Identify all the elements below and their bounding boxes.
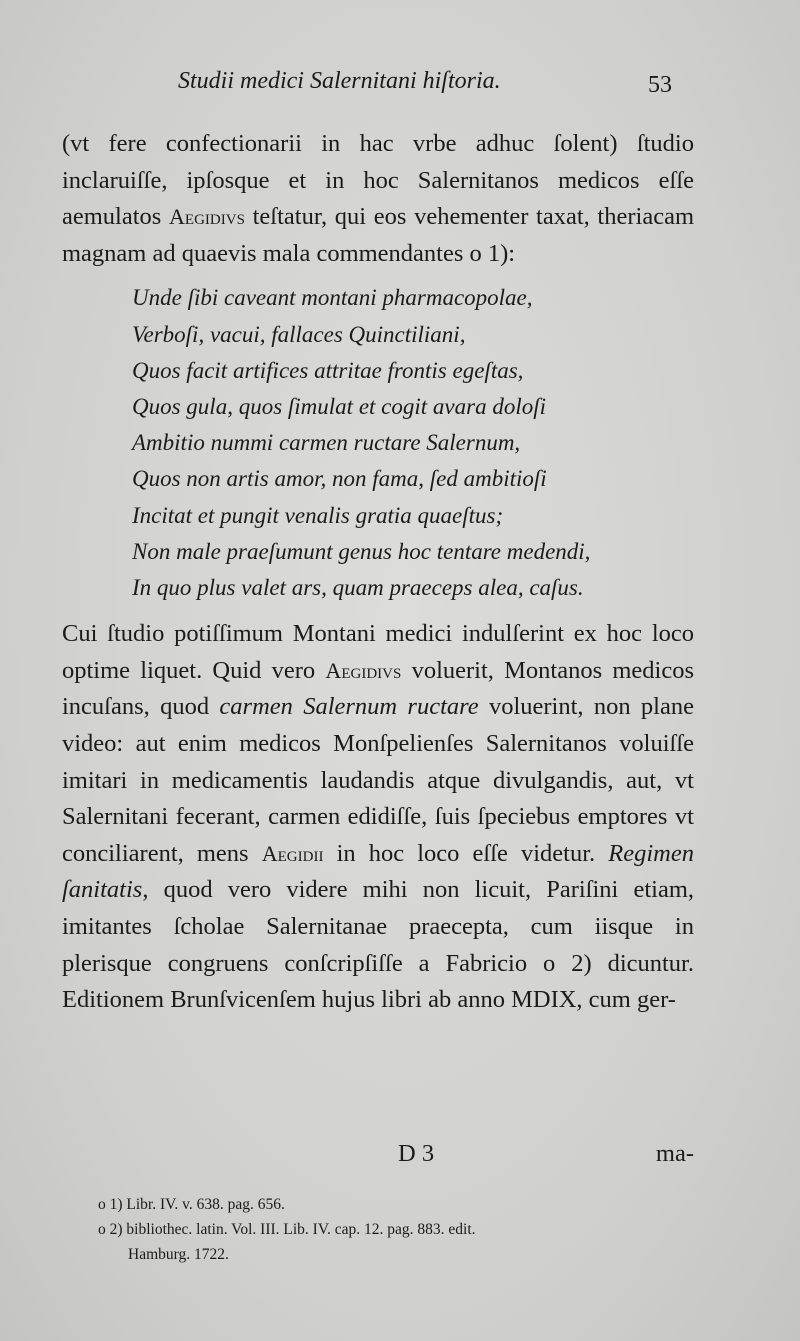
footnote-o2-continuation: Hamburg. 1722. <box>128 1246 229 1263</box>
verse-line: Incitat et pungit venalis gratia quaeſtus; <box>132 502 504 528</box>
book-title: Regimen ſanitatis <box>62 839 694 904</box>
verse-line: Verboſi, vacui, fallaces Quinctiliani, <box>132 321 466 347</box>
paragraph-2-text-c: voluerint, non plane video: aut enim medicos Monſpelienſes Salernitanos voluiſſe imitari in medicamentis laudandis atque divulgandis, aut, vt Salernitani fecerant, carmen edidiſſe, ſuis ſpeciebus emptores vt conciliarent, mens <box>62 693 694 867</box>
main-text <box>62 126 694 1019</box>
verse-line: Quos non artis amor, non fama, ſed ambitioſi <box>132 466 547 492</box>
paragraph-1-text-b: teſtatur, qui eos vehementer taxat, theriacam magnam ad quaevis mala commendantes o 1): <box>62 203 695 267</box>
paragraph-1-text-a: (vt fere confectionarii in hac vrbe adhuc ſolent) ſtudio inclaruiſſe, ipſosque et in hoc Salernitanos medicos eſſe aemulatos <box>62 130 694 231</box>
paragraph-1 <box>62 126 694 272</box>
author-name-aegidius: Aegidivs <box>169 204 245 230</box>
quoted-phrase: carmen Salernum ructare <box>219 693 479 721</box>
author-name-aegidius: Aegidivs <box>325 657 402 683</box>
footnote-o1: o 1) Libr. IV. v. 638. pag. 656. <box>98 1196 285 1213</box>
verse-line: Non male praeſumunt genus hoc tentare medendi, <box>132 538 591 564</box>
signature-mark: D 3 <box>398 1140 435 1167</box>
footnotes <box>98 1192 698 1267</box>
author-name-aegidii: Aegidii <box>261 840 324 866</box>
verse-quotation <box>132 280 694 606</box>
verse-line: Unde ſibi caveant montani pharmacopolae, <box>132 285 533 311</box>
running-title: Studii medici Salernitani hiſtoria. <box>178 68 501 94</box>
paragraph-2-text-b: voluerit, Montanos medicos incuſans, quod <box>62 656 695 721</box>
verse-line: Quos gula, quos ſimulat et cogit avara doloſi <box>132 393 546 419</box>
verse-line: Quos facit artifices attritae frontis egeſtas, <box>132 357 524 383</box>
paragraph-2 <box>62 616 694 1019</box>
footnote-o2: o 2) bibliothec. latin. Vol. III. Lib. IV. cap. 12. pag. 883. edit. <box>98 1221 476 1238</box>
paragraph-2-text-e: , quod vero videre mihi non licuit, Pariſini etiam, imitantes ſcholae Salernitanae praecepta, cum iisque in plerisque congruens conſcripſiſſe a Fabricio o 2) dicuntur. Editionem Brunſvicenſem hujus libri ab anno MDIX, cum ger- <box>62 876 694 1014</box>
page-number: 53 <box>648 72 672 98</box>
verse-line: Ambitio nummi carmen ructare Salernum, <box>132 430 521 456</box>
catchword: ma- <box>655 1140 694 1167</box>
verse-line: In quo plus valet ars, quam praeceps alea, caſus. <box>132 575 584 600</box>
paragraph-2-text-a: Cui ſtudio potiſſimum Montani medici indulſerint ex hoc loco optime liquet. Quid vero <box>62 620 694 684</box>
paragraph-2-text-d: in hoc loco eſſe videtur. <box>323 839 609 867</box>
